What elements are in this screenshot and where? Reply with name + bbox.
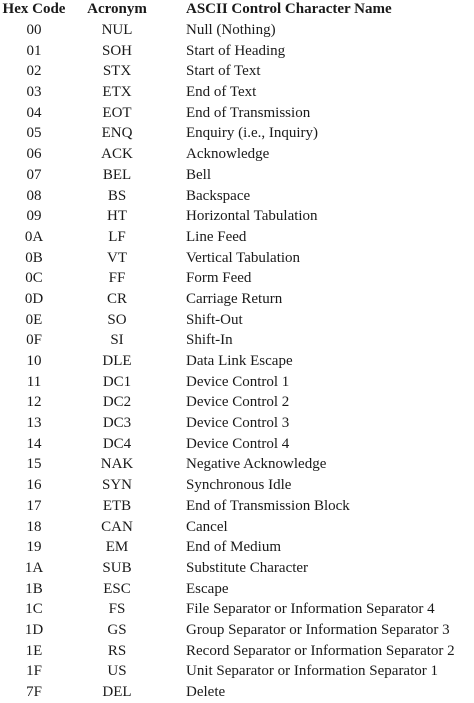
header-hex-code: Hex Code — [2, 1, 66, 17]
table-row — [0, 620, 474, 641]
acronym-cell: SO — [107, 311, 127, 328]
acronym-cell: DC1 — [102, 373, 132, 390]
table-row — [0, 517, 474, 538]
acronym-cell: LF — [108, 228, 126, 245]
table-row — [0, 61, 474, 82]
hex-code-cell: 7F — [26, 684, 42, 700]
character-name-cell: Device Control 1 — [186, 373, 290, 390]
character-name-cell: End of Transmission — [186, 104, 311, 121]
acronym-cell: BEL — [102, 166, 132, 183]
table-row — [0, 558, 474, 579]
character-name-cell: Device Control 4 — [186, 435, 290, 452]
hex-code-cell: 1D — [24, 621, 44, 638]
table-row — [0, 20, 474, 41]
table-row — [0, 661, 474, 682]
character-name-cell: Acknowledge — [186, 146, 270, 163]
acronym-cell: ETB — [102, 497, 132, 514]
acronym-cell: ESC — [103, 580, 131, 597]
table-row — [0, 123, 474, 144]
table-row — [0, 330, 474, 351]
hex-code-cell: 09 — [26, 208, 42, 225]
table-row — [0, 599, 474, 620]
table-row — [0, 165, 474, 186]
table-row — [0, 351, 474, 372]
character-name-cell: Shift-In — [186, 332, 233, 349]
table-row — [0, 82, 474, 103]
acronym-cell: SI — [110, 332, 124, 349]
hex-code-cell: 08 — [26, 187, 42, 204]
character-name-cell: Carriage Return — [186, 290, 283, 307]
hex-code-cell: 1B — [25, 580, 43, 597]
hex-code-cell: 11 — [26, 373, 42, 390]
character-name-cell: Cancel — [186, 518, 228, 535]
character-name-cell: Vertical Tabulation — [186, 249, 301, 266]
character-name-cell: Line Feed — [186, 228, 247, 245]
character-name-cell: End of Medium — [186, 539, 281, 556]
table-row — [0, 475, 474, 496]
character-name-cell: Start of Heading — [186, 42, 286, 59]
hex-code-cell: 06 — [26, 146, 42, 163]
hex-code-cell: 15 — [26, 456, 42, 473]
character-name-cell: Null (Nothing) — [186, 22, 276, 38]
acronym-cell: EOT — [102, 104, 132, 121]
character-name-cell: Data Link Escape — [186, 353, 293, 369]
hex-code-cell: 13 — [26, 415, 42, 432]
character-name-cell: Device Control 2 — [186, 394, 290, 411]
character-name-cell: Start of Text — [186, 63, 261, 80]
table-row — [0, 310, 474, 331]
character-name-cell: Record Separator or Information Separator 2 — [186, 642, 455, 659]
table-header-row — [0, 0, 474, 20]
hex-code-cell: 01 — [26, 42, 42, 59]
acronym-cell: HT — [107, 208, 127, 225]
hex-code-cell: 10 — [26, 353, 42, 369]
hex-code-cell: 0C — [25, 270, 43, 287]
acronym-cell: FF — [108, 270, 126, 287]
hex-code-cell: 00 — [26, 22, 42, 38]
hex-code-cell: 07 — [26, 166, 42, 183]
table-row — [0, 413, 474, 434]
character-name-cell: Synchronous Idle — [186, 477, 292, 494]
acronym-cell: STX — [102, 63, 132, 80]
acronym-cell: NUL — [101, 22, 133, 38]
table-body — [0, 20, 474, 703]
hex-code-cell: 14 — [26, 435, 42, 452]
table-row — [0, 186, 474, 207]
character-name-cell: Bell — [186, 166, 211, 183]
character-name-cell: Group Separator or Information Separator 3 — [186, 621, 450, 638]
hex-code-cell: 0F — [26, 332, 42, 349]
character-name-cell: Unit Separator or Information Separator 1 — [186, 663, 439, 680]
acronym-cell: ACK — [101, 146, 133, 163]
acronym-cell: SUB — [102, 559, 132, 576]
hex-code-cell: 03 — [26, 84, 42, 101]
acronym-cell: DC2 — [102, 394, 132, 411]
hex-code-cell: 1A — [24, 559, 44, 576]
hex-code-cell: 05 — [26, 125, 42, 142]
table-row — [0, 372, 474, 393]
hex-code-cell: 1C — [25, 601, 43, 618]
table-row — [0, 289, 474, 310]
character-name-cell: Substitute Character — [186, 559, 309, 576]
acronym-cell: SYN — [101, 477, 132, 494]
acronym-cell: RS — [107, 642, 127, 659]
acronym-cell: DC4 — [102, 435, 132, 452]
table-row — [0, 579, 474, 600]
table-row — [0, 434, 474, 455]
hex-code-cell: 0A — [24, 228, 44, 245]
header-acronym: Acronym — [87, 1, 147, 17]
hex-code-cell: 04 — [26, 104, 42, 121]
character-name-cell: End of Transmission Block — [186, 497, 350, 514]
acronym-cell: EM — [105, 539, 129, 556]
hex-code-cell: 1E — [25, 642, 43, 659]
table-row — [0, 496, 474, 517]
acronym-cell: GS — [107, 621, 127, 638]
acronym-cell: VT — [107, 249, 127, 266]
hex-code-cell: 12 — [26, 394, 42, 411]
hex-code-cell: 17 — [26, 497, 42, 514]
character-name-cell: Enquiry (i.e., Inquiry) — [186, 125, 319, 142]
acronym-cell: ENQ — [101, 125, 133, 142]
acronym-cell: DC3 — [102, 415, 132, 432]
table-row — [0, 537, 474, 558]
acronym-cell: CAN — [101, 518, 133, 535]
table-row — [0, 682, 474, 703]
table-row — [0, 454, 474, 475]
acronym-cell: US — [107, 663, 127, 680]
hex-code-cell: 0E — [25, 311, 43, 328]
character-name-cell: Negative Acknowledge — [186, 456, 327, 473]
hex-code-cell: 02 — [26, 63, 42, 80]
hex-code-cell: 0D — [24, 290, 44, 307]
hex-code-cell: 1F — [26, 663, 42, 680]
acronym-cell: SOH — [101, 42, 132, 59]
character-name-cell: Form Feed — [186, 270, 252, 287]
character-name-cell: Delete — [186, 684, 226, 700]
table-row — [0, 144, 474, 165]
hex-code-cell: 19 — [26, 539, 42, 556]
acronym-cell: DEL — [102, 684, 132, 700]
character-name-cell: File Separator or Information Separator 4 — [186, 601, 435, 618]
acronym-cell: ETX — [102, 84, 132, 101]
table-row — [0, 248, 474, 269]
character-name-cell: Shift-Out — [186, 311, 243, 328]
header-character-name: ASCII Control Character Name — [186, 1, 392, 17]
acronym-cell: FS — [108, 601, 126, 618]
table-row — [0, 268, 474, 289]
table-row — [0, 103, 474, 124]
hex-code-cell: 18 — [26, 518, 42, 535]
acronym-cell: NAK — [100, 456, 134, 473]
character-name-cell: Backspace — [186, 187, 251, 204]
hex-code-cell: 0B — [25, 249, 43, 266]
acronym-cell: CR — [106, 290, 127, 307]
table-row — [0, 206, 474, 227]
character-name-cell: End of Text — [186, 84, 257, 101]
character-name-cell: Escape — [186, 580, 229, 597]
character-name-cell: Horizontal Tabulation — [186, 208, 318, 225]
table-row — [0, 41, 474, 62]
table-row — [0, 227, 474, 248]
table-row — [0, 392, 474, 413]
character-name-cell: Device Control 3 — [186, 415, 290, 432]
acronym-cell: DLE — [102, 353, 132, 369]
table-row — [0, 641, 474, 662]
acronym-cell: BS — [107, 187, 127, 204]
hex-code-cell: 16 — [26, 477, 42, 494]
